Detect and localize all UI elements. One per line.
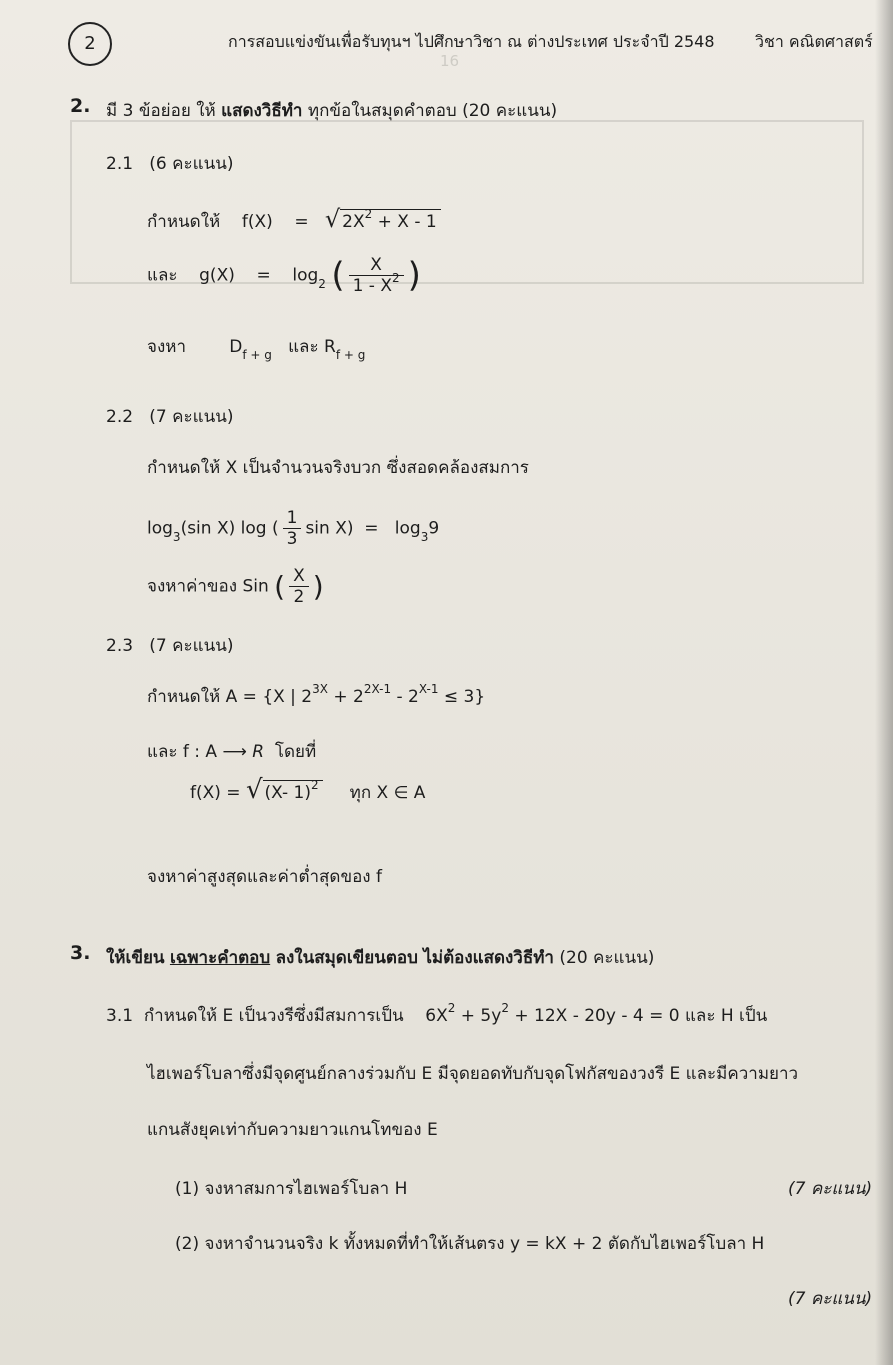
subject-label: วิชา คณิตศาสตร์ — [755, 32, 873, 51]
q2-1-g-line: และ g(X) = $\log_2$ ( $\frac{X}{1 - X^2}$ ) — [147, 255, 421, 296]
q3-number: 3. — [70, 942, 91, 964]
q2-2-find: จงหาค่าของ Sin ( $\frac{X}{2}$ ) — [147, 566, 324, 607]
q2-number: 2. — [70, 95, 91, 117]
q2-2-label: 2.2 (7 คะแนน) — [106, 407, 234, 427]
q2-1-find: จงหา $D_{f + g}$ และ $R_{f + g}$ — [147, 337, 366, 362]
q2-3-fx: f(X) = √ (X- 1)$^2$ ทุก X ∈ A — [190, 775, 426, 805]
exam-title: การสอบแข่งขันเพื่อรับทุนฯ ไปศึกษาวิชา ณ ต่างประเทศ ประจำปี 2548 — [228, 32, 715, 51]
sqrt-sign: √ — [245, 775, 263, 805]
q3-1-part1-points: (7 คะแนน) — [788, 1179, 873, 1199]
q3-1-part2: (2) จงหาจำนวนจริง k ทั้งหมดที่ทำให้เส้นตรง y = kX + 2 ตัดกับไฮเพอร์โบลา H — [175, 1234, 765, 1254]
sqrt-sign: √ — [324, 205, 341, 233]
q3-1-line1: 3.1 กำหนดให้ E เป็นวงรีซึ่งมีสมการเป็น $6X^2 + 5y^2 + 12X - 20y - 4 = 0$ และ H เป็น — [106, 1001, 768, 1026]
q2-3-func: และ f : A ⟶ R โดยที่ — [147, 742, 317, 762]
q3-1-line3: แกนสังยุคเท่ากับความยาวแกนโทของ E — [147, 1120, 438, 1140]
q2-3-find: จงหาค่าสูงสุดและค่าต่ำสุดของ f — [147, 867, 382, 887]
q3-heading: ให้เขียน เฉพาะคำตอบ ลงในสมุดเขียนตอบ ไม่ต้องแสดงวิธีทำ (20 คะแนน) — [106, 948, 655, 968]
q2-1-label: 2.1 (6 คะแนน) — [106, 154, 234, 174]
q2-1-f-line: กำหนดให้ f(X) = √ $2X^2 + X - 1$ — [147, 205, 441, 235]
q3-1-line2: ไฮเพอร์โบลาซึ่งมีจุดศูนย์กลางร่วมกับ E มีจุดยอดทับกับจุดโฟกัสของวงรี E และมีความยาว — [147, 1064, 799, 1084]
bleed-through: 16 — [440, 52, 460, 70]
q3-1-part2-points: (7 คะแนน) — [788, 1289, 873, 1309]
q2-heading: มี 3 ข้อย่อย ให้ แสดงวิธีทำ ทุกข้อในสมุดคำตอบ (20 คะแนน) — [106, 101, 558, 121]
q2-3-set: กำหนดให้ A = {X | $2^{3X} + 2^{2X-1} - 2^{X-1} \le 3$} — [147, 682, 486, 707]
page-number: 2 — [68, 22, 112, 66]
q2-2-given: กำหนดให้ X เป็นจำนวนจริงบวก ซึ่งสอดคล้องสมการ — [147, 458, 529, 478]
g-fraction: $\frac{X}{1 - X^2}$ — [349, 255, 404, 296]
q2-3-label: 2.3 (7 คะแนน) — [106, 636, 234, 656]
q3-1-part1: (1) จงหาสมการไฮเพอร์โบลา H — [175, 1179, 408, 1199]
q2-2-equation: $\log_3(\sin$ X) log ( $\frac{1}{3}$ sin X) = $\log_39$ — [147, 508, 440, 549]
page-edge-shadow — [875, 0, 893, 1365]
